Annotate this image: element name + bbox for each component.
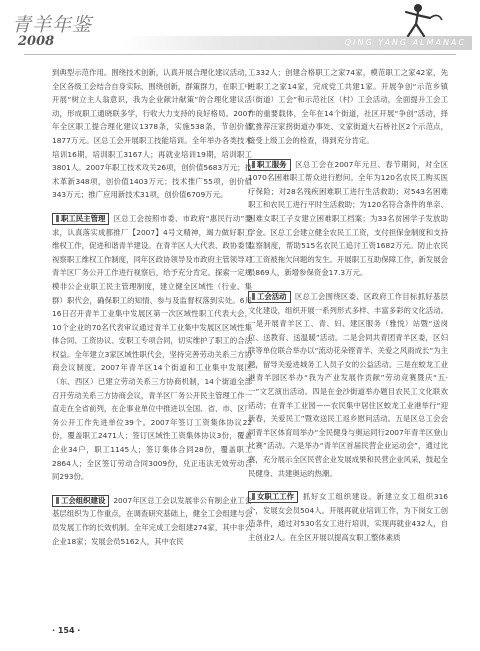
paragraph-innovation: 到典型示范作用。围绕技术创新，认真开展合理化建议活动，全区各级工会结合自身实际，围绕创新，群策群力，在职工中开展“树立主人翁意识，我为企业献计献策”的合理化建议活动，形成职工通晓联多学，行收大力支持的良好格局。2007年全区职工提合理化建议1378条，实施538条，节创价值1877万元。区总工会开展职工技能培训。全年举办各类技术培训16期，培训职工3167人；再就业培训19期，培训职工3801人。2007年职工技术攻关26项，创价值5683万元；技术革新348项，创价值1403万元；技术推广55项，创价值343万元；推广应用新技术31项，创价值6709万元。 — [52, 68, 252, 200]
section-heading: 工会活动 — [248, 291, 291, 303]
dancer-figure-icon — [390, 2, 446, 42]
section-text: 2007年区总工会以发展非公有制企业工会基层组织为工作重点，在调查研究基础上，健全工会组建与会员发展工作的长效机制。全年完成工会组建274家，其中非公企业18家；发展会员5162人，其中农民 — [52, 495, 252, 546]
left-column — [52, 66, 252, 548]
paragraph-workers-home: 工332人；创建合格职工之家74家，模范职工之家42家，先进职工之家14家，完成党工共建1家。开展争创“示范乡镇（街道）工会”和示范社区（村）工会活动，全面提升工会工作的重要载体，全年在14个街道，社区开展“争创”活动，择优推荐汪家拐街道办事处、文家街道大石桥社区2个示范点，接受上级工会的检查，得到充分肯定。 — [248, 68, 448, 145]
section-text: 区总工会按照市委、市政府“惠民行动”要求，认真落实成都推厂【2007】4号文精神，竭力做好职工维权工作，促进和谐青羊建设。在青羊区人大代表、政协委员视察职工维权工作制度，同年区政协领导及市政府主管领导对青羊区厂务公开工作进行视察后，给予充分肯定。探索一定规模非公企业职工民主管理制度，建立健全区域性（行业、集群）职代会，确保职工的知情、参与及监督权落到实处。6月16日召开青羊工业集中发展区第一次区域性职工代表大会，10个企业的70名代表审议通过青羊工业集中发展区区域性集体合同、工资协议、安职工专项合同，切实维护了职工的合法权益。全年建立3家区域性职代会，坚持完善劳动关系三方协商会议制度。2007年青羊区14个街道和工业集中发展区（东、西区）已建立劳动关系三方协商机制，14个街道全部召开劳动关系三方协商会议，青羊区厂务公开民主管理工作一直走在全省前列，在企事业单位中推进以全国、省、市、区厂务公开工作先进单位39个。2007年签订工资集体协议22份，覆盖职工2471人；签订区域性工资集体协议3份，覆盖企业34户，职工1145人；签订集体合同28份，覆盖职工2864人；全区签订劳动合同3009份，兑正违法无效劳动合同293份。 — [52, 213, 252, 482]
section-heading: 女职工工作 — [248, 491, 298, 503]
section-worker-service — [248, 158, 448, 280]
logo-year: 2008 — [18, 34, 55, 49]
page-number: · 154 · — [52, 626, 81, 635]
section-female-workers — [248, 490, 448, 544]
header-english-title: QING YANG ALMANAC — [344, 38, 466, 47]
right-column — [248, 66, 448, 545]
section-heading: 职工民主管理 — [52, 213, 109, 225]
page-header — [0, 0, 480, 62]
section-heading: 职工服务 — [248, 159, 291, 171]
section-organization — [52, 494, 252, 548]
section-text: 区总工会在2007年元旦、春节期间，对全区1070名困难职工帮众进行慰问。全年为120名农民工购买医疗保险；对28名残疾困难职工进行生活救助；对543名困难职工和农民工进行平时生活救助；为120名符合条件的单亲、困难女职工子女建立困难职工档案；为33名贫困学子发放助学金。区总工会建立健全农民工工资，支付担保金制度和支持监察制度，帮助515名农民工追讨工资1682万元。防止农民工工资被拖欠问题的发生。开展职工互助保障工作，新发展会员869人，新增参保资金17.3万元。 — [248, 159, 448, 278]
section-text: 区总工会围绕区委、区政府工作目标抓好基层文化建设，组织开展一系列形式多样、丰富多彩的文化活动。一是开展青羊区工、青、妇、建区服务（雅悦）站暨“送岗位、送教育、送温暖”活动。二是会同共青团青羊区委，区妇联等单位联合举办以“流动花朵铿青羊、关爱之风雨成长”为主题，留导关爱进城务工人员子女的公益活动。三是在蛟龙工业港青羊园区举办“我为产业发展作贡献”劳动竞赛暨庆“五·一”文艺演出活动。四是在金沙街道举办题目农民工文化联欢活动；在青羊工业园——农民集中居住区蛟龙工业港举行“迎新春，关爱民工”暨欢送民工返乡慰问活动。五是区总工会会同青羊区体育局举办“全民健身与奥运同行2007年青羊区登山比赛”活动。六是举办“青羊区首届民营企业运动会”，通过比赛，充分展示全区民营企业发展成果和民营企业风采，鼓起全民健身、共建奥运的热潮。 — [248, 291, 449, 478]
section-heading: 工会组织建设 — [52, 495, 109, 507]
logo-title: 青羊年鉴 — [12, 14, 93, 36]
header-rule — [24, 54, 456, 55]
section-text: 抓好女工组织建设。新建立女工组织316个，发展女会员504人。开展再就业培训工作，为下岗女工创造条件，通过对530名女工进行培训，实现再就业432人，自主创业2人。在全区开展以提高女职工整体素质 — [248, 492, 448, 542]
section-democratic-management — [52, 212, 252, 484]
section-union-activities — [248, 290, 448, 480]
